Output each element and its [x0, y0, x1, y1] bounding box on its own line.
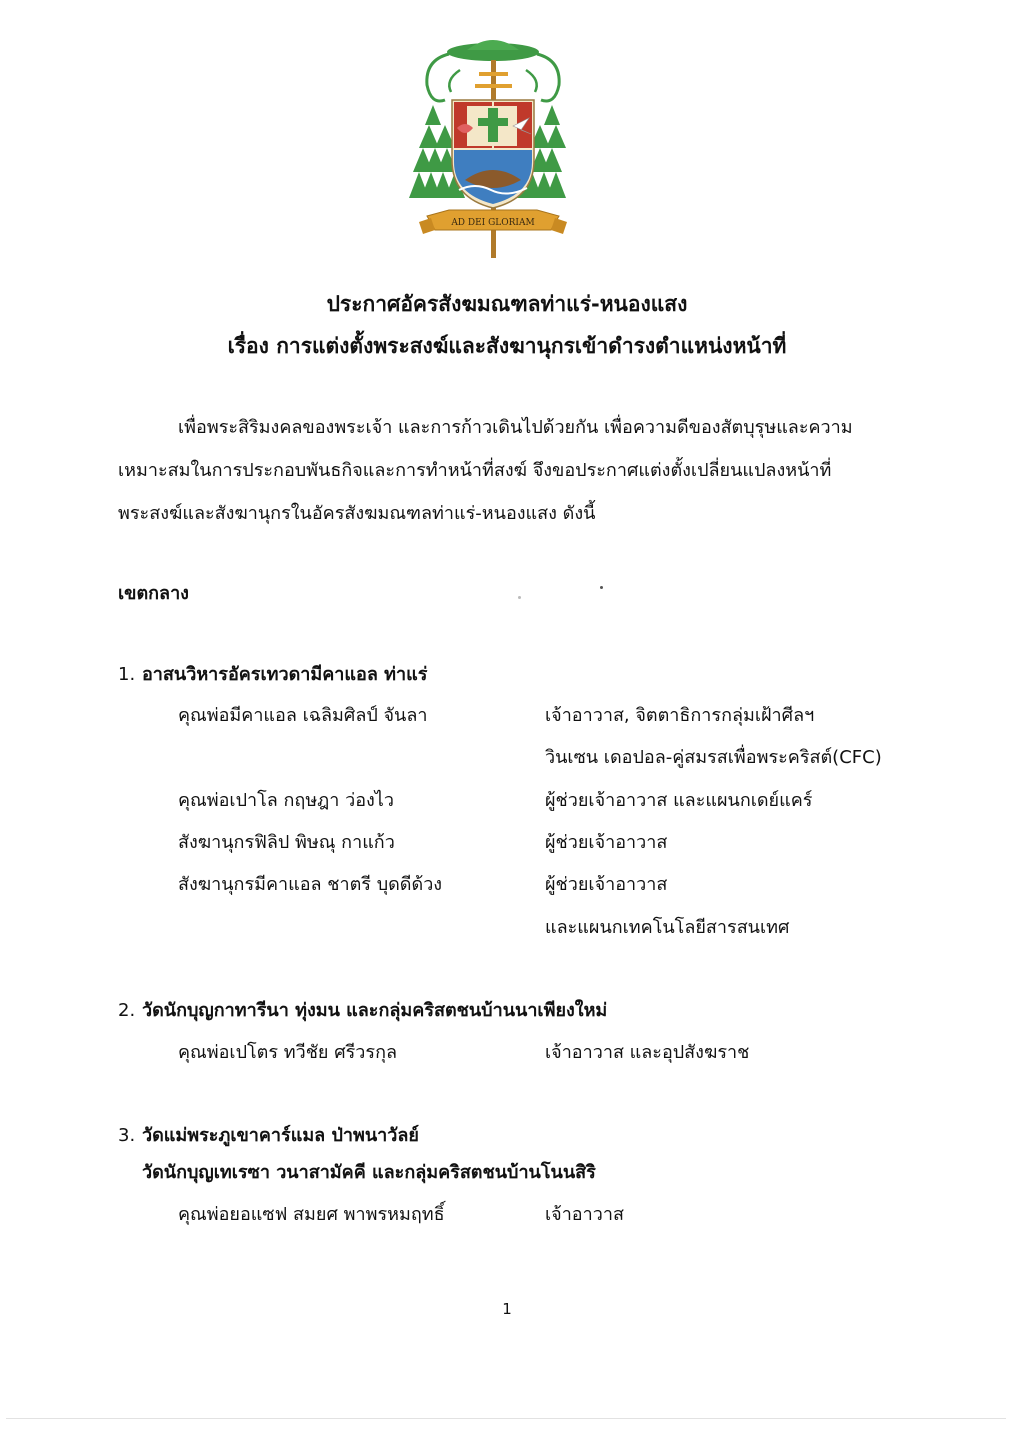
- priest-role-continued: วินเซน เดอปอล-คู่สมรสเพื่อพระคริสต์(CFC): [545, 747, 882, 768]
- parish-heading-2: [118, 995, 607, 1024]
- section-heading: เขตกลาง: [118, 583, 189, 604]
- announcement-title: ประกาศอัครสังฆมณฑลท่าแร่-หนองแสง: [326, 292, 688, 316]
- priest-role: เจ้าอาวาส, จิตตาธิการกลุ่มเฝ้าศีลฯ: [545, 705, 815, 726]
- priest-role: เจ้าอาวาส และอุปสังฆราช: [545, 1042, 750, 1063]
- deacon-role-continued: และแผนกเทคโนโลยีสารสนเทศ: [545, 917, 790, 938]
- parish-title: วัดแม่พระภูเขาคาร์แมล ป่าพนาวัลย์: [142, 1125, 419, 1146]
- priest-role: เจ้าอาวาส: [545, 1204, 624, 1225]
- item-number: 2.: [118, 1000, 136, 1021]
- priest-role: ผู้ช่วยเจ้าอาวาส และแผนกเดย์แคร์: [545, 790, 813, 811]
- coat-of-arms: [405, 30, 580, 270]
- deacon-role: ผู้ช่วยเจ้าอาวาส: [545, 832, 668, 853]
- page-edge: [6, 1418, 1006, 1419]
- parish-heading-3: [118, 1120, 419, 1149]
- parish-heading-1: [118, 659, 427, 688]
- deacon-name: สังฆานุกรมีคาแอล ชาตรี บุดดีด้วง: [178, 874, 443, 895]
- parish-title: อาสนวิหารอัครเทวดามีคาแอล ท่าแร่: [142, 664, 428, 685]
- item-number: 1.: [118, 664, 136, 685]
- parish-title-continued: วัดนักบุญเทเรซา วนาสามัคคี และกลุ่มคริสตชนบ้านโนนสิริ: [142, 1162, 596, 1183]
- intro-line-3: พระสงฆ์และสังฆานุกรในอัครสังฆมณฑลท่าแร่-หนองแสง ดังนี้: [118, 503, 596, 524]
- scan-speck: [600, 586, 603, 589]
- deacon-name: สังฆานุกรฟิลิป พิษณุ กาแก้ว: [178, 832, 395, 853]
- page-number: 1: [502, 1300, 512, 1318]
- priest-name: คุณพ่อเปาโล กฤษฎา ว่องไว: [178, 790, 394, 811]
- intro-line-1: เพื่อพระสิริมงคลของพระเจ้า และการก้าวเดินไปด้วยกัน เพื่อความดีของสัตบุรุษและความ: [178, 417, 853, 438]
- intro-line-2: เหมาะสมในการประกอบพันธกิจและการทำหน้าที่สงฆ์ จึงขอประกาศแต่งตั้งเปลี่ยนแปลงหน้าที่: [118, 460, 832, 481]
- scan-speck: [518, 596, 521, 599]
- priest-name: คุณพ่อยอแซฟ สมยศ พาพรหมฤทธิ์: [178, 1204, 445, 1225]
- parish-title: วัดนักบุญกาทารีนา ทุ่งมน และกลุ่มคริสตชนบ้านนาเพียงใหม่: [142, 1000, 608, 1021]
- announcement-subject: เรื่อง การแต่งตั้งพระสงฆ์และสังฆานุกรเข้าดำรงตำแหน่งหน้าที่: [227, 334, 787, 358]
- motto-text: AD DEI GLORIAM: [451, 218, 535, 228]
- priest-name: คุณพ่อมีคาแอล เฉลิมศิลป์ จันลา: [178, 705, 428, 726]
- priest-name: คุณพ่อเปโตร ทวีชัย ศรีวรกุล: [178, 1042, 397, 1063]
- deacon-role: ผู้ช่วยเจ้าอาวาส: [545, 874, 668, 895]
- item-number: 3.: [118, 1125, 136, 1146]
